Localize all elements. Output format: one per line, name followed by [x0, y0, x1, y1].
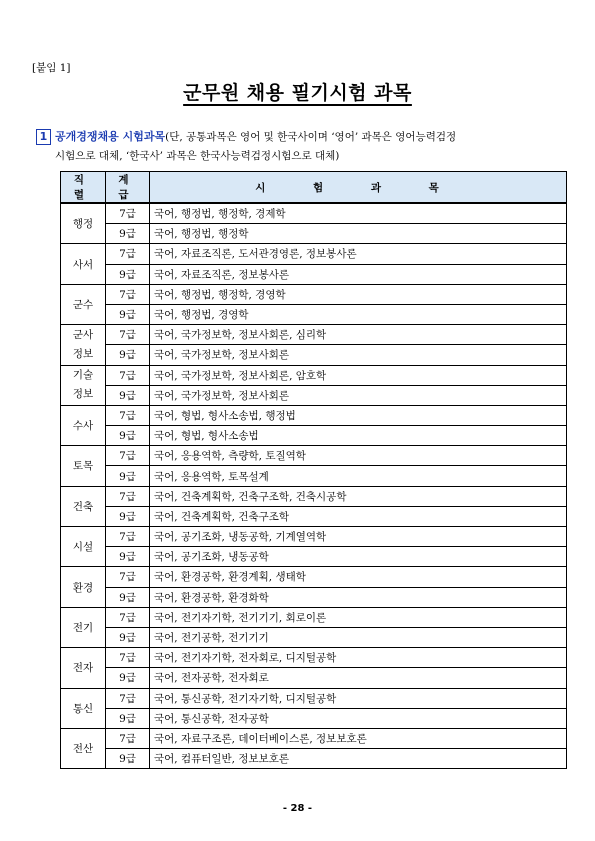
- table-row: [61, 627, 567, 647]
- series-cell: 환경: [61, 567, 106, 607]
- subjects-cell: 국어, 컴퓨터일반, 정보보호론: [150, 749, 567, 769]
- table-row: [61, 304, 567, 324]
- table-row: [61, 587, 567, 607]
- table-row: [61, 486, 567, 506]
- grade-cell: 7급: [106, 648, 150, 668]
- header-subjects: 시 험 과 목: [150, 172, 567, 204]
- subjects-cell: 국어, 형법, 형사소송법: [150, 426, 567, 446]
- section-intro: [36, 127, 576, 166]
- grade-cell: 7급: [106, 567, 150, 587]
- grade-cell: 9급: [106, 749, 150, 769]
- table-row: [61, 385, 567, 405]
- grade-cell: 7급: [106, 325, 150, 345]
- series-cell: 행정: [61, 203, 106, 244]
- section-heading: 공개경쟁채용 시험과목: [55, 130, 166, 143]
- grade-cell: 7급: [106, 405, 150, 425]
- table-row: [61, 547, 567, 567]
- subjects-cell: 국어, 자료조직론, 정보봉사론: [150, 264, 567, 284]
- subjects-cell: 국어, 건축계획학, 건축구조학: [150, 506, 567, 526]
- subjects-cell: 국어, 건축계획학, 건축구조학, 건축시공학: [150, 486, 567, 506]
- subjects-cell: 국어, 형법, 형사소송법, 행정법: [150, 405, 567, 425]
- subjects-cell: 국어, 국가정보학, 정보사회론: [150, 385, 567, 405]
- subjects-cell: 국어, 행정법, 행정학, 경영학: [150, 284, 567, 304]
- subjects-cell: 국어, 통신공학, 전자공학: [150, 708, 567, 728]
- table-row: [61, 325, 567, 345]
- series-cell: [61, 325, 106, 365]
- subjects-cell: 국어, 전기자기학, 전기기기, 회로이론: [150, 607, 567, 627]
- subjects-cell: 국어, 환경공학, 환경계획, 생태학: [150, 567, 567, 587]
- page-number: - 28 -: [282, 803, 313, 814]
- table-row: [61, 466, 567, 486]
- table-row: [61, 284, 567, 304]
- subjects-cell: 국어, 응용역학, 측량학, 토질역학: [150, 446, 567, 466]
- grade-cell: 7급: [106, 446, 150, 466]
- series-cell: 토목: [61, 446, 106, 486]
- grade-cell: 7급: [106, 486, 150, 506]
- subjects-cell: 국어, 전기공학, 전기기기: [150, 627, 567, 647]
- table-row: [61, 708, 567, 728]
- exam-subjects-table: [60, 171, 567, 769]
- series-cell: 건축: [61, 486, 106, 526]
- series-name: 기술 정보: [72, 369, 94, 401]
- table-row: [61, 567, 567, 587]
- table-body: [61, 203, 567, 769]
- subjects-cell: 국어, 행정법, 행정학: [150, 224, 567, 244]
- grade-cell: 9급: [106, 506, 150, 526]
- grade-cell: 9급: [106, 708, 150, 728]
- page-title-text: 군무원 채용 필기시험 과목: [183, 82, 412, 104]
- grade-cell: 7급: [106, 284, 150, 304]
- subjects-cell: 국어, 자료구조론, 데이터베이스론, 정보보호론: [150, 728, 567, 748]
- table-row: [61, 203, 567, 224]
- section-note-line1: (단, 공통과목은 영어 및 한국사이며 ‘영어’ 과목은 영어능력검정: [165, 131, 457, 143]
- table-row: [61, 728, 567, 748]
- grade-cell: 9급: [106, 385, 150, 405]
- subjects-cell: 국어, 공기조화, 냉동공학, 기계열역학: [150, 527, 567, 547]
- grade-cell: 9급: [106, 264, 150, 284]
- table-row: [61, 244, 567, 264]
- grade-cell: 9급: [106, 547, 150, 567]
- grade-cell: 9급: [106, 466, 150, 486]
- series-cell: 사서: [61, 244, 106, 284]
- subjects-cell: 국어, 국가정보학, 정보사회론: [150, 345, 567, 365]
- table-row: [61, 688, 567, 708]
- table-row: [61, 668, 567, 688]
- table-row: [61, 345, 567, 365]
- grade-cell: 9급: [106, 224, 150, 244]
- series-cell: 군수: [61, 284, 106, 324]
- grade-cell: 9급: [106, 587, 150, 607]
- subjects-cell: 국어, 국가정보학, 정보사회론, 암호학: [150, 365, 567, 385]
- subjects-cell: 국어, 환경공학, 환경화학: [150, 587, 567, 607]
- grade-cell: 7급: [106, 527, 150, 547]
- series-cell: 전산: [61, 728, 106, 768]
- table-row: [61, 607, 567, 627]
- series-cell: 통신: [61, 688, 106, 728]
- grade-cell: 7급: [106, 203, 150, 224]
- section-number: 1: [36, 129, 51, 145]
- subjects-cell: 국어, 응용역학, 토목설계: [150, 466, 567, 486]
- subjects-cell: 국어, 전자공학, 전자회로: [150, 668, 567, 688]
- table-row: [61, 224, 567, 244]
- grade-cell: 9급: [106, 426, 150, 446]
- page-title: [0, 78, 595, 105]
- grade-cell: 9급: [106, 304, 150, 324]
- subjects-cell: 국어, 행정법, 경영학: [150, 304, 567, 324]
- header-grade: 계 급: [106, 172, 150, 204]
- series-cell: 시설: [61, 527, 106, 567]
- grade-cell: 9급: [106, 627, 150, 647]
- table-row: [61, 405, 567, 425]
- subjects-cell: 국어, 공기조화, 냉동공학: [150, 547, 567, 567]
- table-row: [61, 749, 567, 769]
- series-cell: 전자: [61, 648, 106, 688]
- table-header-row: [61, 172, 567, 204]
- series-cell: [61, 365, 106, 405]
- grade-cell: 7급: [106, 688, 150, 708]
- grade-cell: 9급: [106, 668, 150, 688]
- subjects-cell: 국어, 통신공학, 전기자기학, 디지털공학: [150, 688, 567, 708]
- table-row: [61, 264, 567, 284]
- series-cell: 전기: [61, 607, 106, 647]
- table-row: [61, 527, 567, 547]
- subjects-cell: 국어, 전기자기학, 전자회로, 디지털공학: [150, 648, 567, 668]
- grade-cell: 7급: [106, 607, 150, 627]
- subjects-cell: 국어, 자료조직론, 도서관경영론, 정보봉사론: [150, 244, 567, 264]
- grade-cell: 9급: [106, 345, 150, 365]
- table-row: [61, 506, 567, 526]
- table-row: [61, 365, 567, 385]
- header-series: 직 렬: [61, 172, 106, 204]
- grade-cell: 7급: [106, 728, 150, 748]
- grade-cell: 7급: [106, 365, 150, 385]
- table-row: [61, 648, 567, 668]
- attachment-label: [붙임 1]: [32, 62, 71, 74]
- grade-cell: 7급: [106, 244, 150, 264]
- subjects-cell: 국어, 행정법, 행정학, 경제학: [150, 203, 567, 224]
- section-note-line2: 시험으로 대체, ‘한국사’ 과목은 한국사능력검정시험으로 대체): [55, 150, 340, 162]
- series-cell: 수사: [61, 405, 106, 445]
- series-name: 군사 정보: [72, 328, 94, 360]
- subjects-cell: 국어, 국가정보학, 정보사회론, 심리학: [150, 325, 567, 345]
- table-row: [61, 446, 567, 466]
- table-row: [61, 426, 567, 446]
